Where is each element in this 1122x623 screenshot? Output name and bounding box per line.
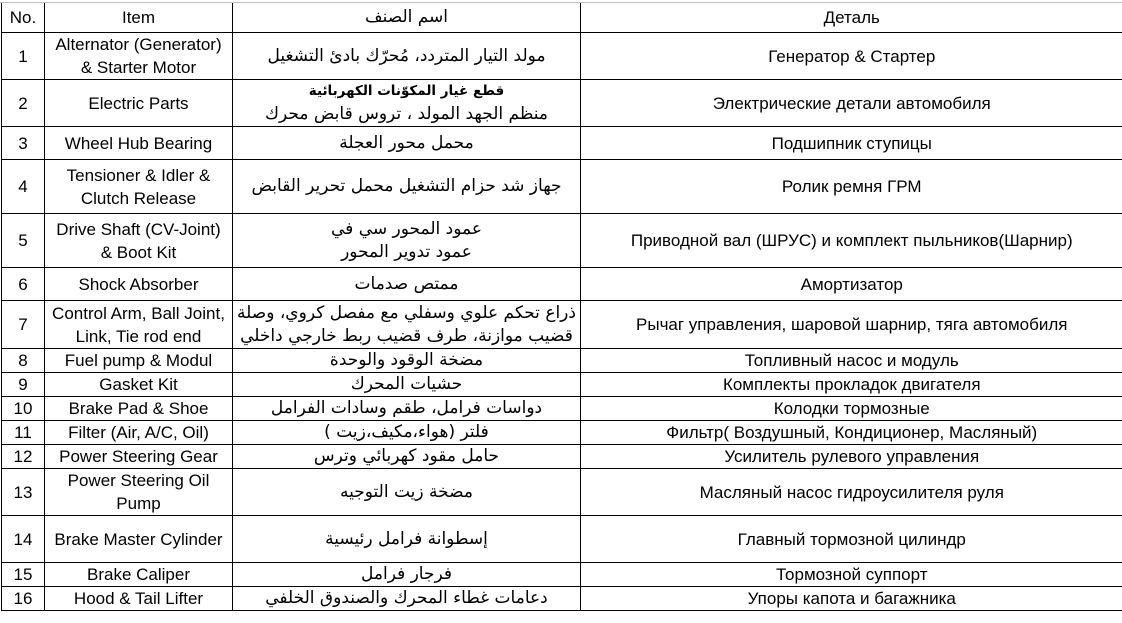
cell-item-line: Pump — [116, 494, 161, 513]
cell-arabic-line: عمود المحور سي في — [331, 218, 482, 239]
cell-item[interactable] — [45, 33, 233, 80]
cell-arabic-line: قضيب موازنة، طرف قضيب ربط خارجي داخلي — [240, 325, 573, 346]
cell-item-line: Link, Tie rod end — [75, 326, 202, 346]
cell-arabic-name[interactable] — [233, 214, 581, 268]
header-item[interactable]: Item — [45, 3, 233, 33]
table-row — [2, 397, 1122, 421]
cell-item-line: Shock Absorber — [78, 274, 199, 294]
cell-russian-detail[interactable]: Комплекты прокладок двигателя — [581, 373, 1122, 397]
cell-arabic-name[interactable] — [233, 80, 581, 127]
cell-no[interactable]: 6 — [2, 268, 45, 301]
cell-item-line: Tensioner & Idler & — [66, 165, 211, 185]
cell-item[interactable] — [45, 80, 233, 127]
cell-item-line: Filter (Air, A/C, Oil) — [68, 423, 209, 442]
cell-no[interactable]: 1 — [2, 33, 45, 80]
cell-arabic-name[interactable] — [233, 563, 581, 587]
cell-russian-detail[interactable]: Амортизатор — [581, 268, 1122, 301]
cell-item-line: Hood & Tail Lifter — [73, 589, 204, 608]
cell-item[interactable] — [45, 301, 233, 349]
cell-arabic-line: حشيات المحرك — [350, 374, 463, 394]
cell-no[interactable]: 9 — [2, 373, 45, 397]
cell-no[interactable]: 10 — [2, 397, 45, 421]
cell-no[interactable]: 11 — [2, 421, 45, 445]
table-row — [2, 421, 1122, 445]
cell-arabic-name[interactable] — [233, 33, 581, 80]
cell-no[interactable]: 7 — [2, 301, 45, 349]
cell-item-line: Wheel Hub Bearing — [64, 133, 213, 153]
cell-item[interactable] — [45, 421, 233, 445]
table-row — [2, 349, 1122, 373]
cell-item[interactable] — [45, 563, 233, 587]
cell-russian-detail[interactable]: Подшипник ступицы — [581, 127, 1122, 160]
cell-arabic-line: دعامات غطاء المحرك والصندوق الخلفي — [265, 588, 548, 608]
cell-no[interactable]: 3 — [2, 127, 45, 160]
cell-no[interactable]: 13 — [2, 469, 45, 516]
header-russian-detail[interactable]: Деталь — [581, 3, 1122, 33]
cell-russian-detail[interactable]: Тормозной суппорт — [581, 563, 1122, 587]
cell-item-line: Gasket Kit — [99, 375, 178, 394]
cell-arabic-line: منظم الجهد المولد ، تروس قابض محرك — [264, 104, 549, 124]
cell-arabic-line: مولد التيار المتردد، مُحرّك بادئ التشغيل — [267, 45, 546, 66]
cell-arabic-name[interactable] — [233, 127, 581, 160]
cell-arabic-name[interactable] — [233, 160, 581, 214]
table-row — [2, 445, 1122, 469]
table-body — [2, 33, 1122, 611]
cell-item-line: Fuel pump & Modul — [64, 351, 213, 370]
cell-arabic-line: مضخة زيت التوجيه — [340, 481, 473, 502]
cell-item[interactable] — [45, 516, 233, 563]
cell-arabic-name[interactable] — [233, 516, 581, 563]
table-row — [2, 469, 1122, 516]
table-row — [2, 160, 1122, 214]
cell-arabic-line: عمود تدوير المحور — [341, 241, 472, 262]
cell-item[interactable] — [45, 373, 233, 397]
cell-russian-detail[interactable]: Электрические детали автомобиля — [581, 80, 1122, 127]
cell-item[interactable] — [45, 268, 233, 301]
cell-item-line: Control Arm, Ball Joint, — [52, 303, 225, 323]
cell-item-line: Electric Parts — [88, 93, 189, 113]
cell-arabic-line: دواسات فرامل، طقم وسادات الفرامل — [270, 398, 543, 418]
table-row — [2, 373, 1122, 397]
table-row — [2, 563, 1122, 587]
header-row — [2, 3, 1122, 33]
cell-arabic-name[interactable] — [233, 469, 581, 516]
cell-russian-detail[interactable]: Ролик ремня ГРМ — [581, 160, 1122, 214]
table-row — [2, 80, 1122, 127]
cell-russian-detail[interactable]: Рычаг управления, шаровой шарнир, тяга автомобиля — [581, 301, 1122, 349]
table-row — [2, 33, 1122, 80]
cell-russian-detail[interactable]: Генератор & Стартер — [581, 33, 1122, 80]
parts-table — [1, 3, 1122, 611]
cell-arabic-line: ذراع تحكم علوي وسفلي مع مفصل كروي، وصلة — [237, 302, 576, 323]
cell-arabic-name[interactable] — [233, 373, 581, 397]
cell-item-line: Clutch Release — [80, 188, 197, 208]
cell-item[interactable] — [45, 469, 233, 516]
cell-no[interactable]: 16 — [2, 587, 45, 611]
cell-item-line: & Boot Kit — [100, 242, 177, 262]
cell-russian-detail[interactable]: Фильтр( Воздушный, Кондиционер, Масляный) — [581, 421, 1122, 445]
cell-arabic-name[interactable] — [233, 301, 581, 349]
cell-arabic-name[interactable] — [233, 587, 581, 611]
cell-arabic-line: حامل مقود كهربائي وترس — [313, 446, 500, 466]
cell-russian-detail[interactable]: Колодки тормозные — [581, 397, 1122, 421]
cell-no[interactable]: 4 — [2, 160, 45, 214]
cell-arabic-line: فرجار فرامل — [360, 564, 453, 584]
cell-russian-detail[interactable]: Усилитель рулевого управления — [581, 445, 1122, 469]
cell-arabic-name[interactable] — [233, 397, 581, 421]
table-row — [2, 301, 1122, 349]
cell-item-line: Drive Shaft (CV-Joint) — [56, 219, 221, 239]
cell-item[interactable] — [45, 587, 233, 611]
table-row — [2, 516, 1122, 563]
cell-item-line: Brake Caliper — [87, 565, 190, 584]
cell-item-line: & Starter Motor — [80, 58, 197, 77]
cell-item-line: Brake Pad & Shoe — [68, 399, 209, 418]
header-no[interactable]: No. — [2, 3, 45, 33]
table-row — [2, 127, 1122, 160]
cell-arabic-line: إسطوانة فرامل رئيسية — [325, 528, 488, 549]
table-row — [2, 587, 1122, 611]
cell-arabic-line: قطع غيار المكوّنات الكهربائية — [308, 83, 505, 99]
cell-russian-detail[interactable]: Упоры капота и багажника — [581, 587, 1122, 611]
cell-item[interactable] — [45, 445, 233, 469]
cell-no[interactable]: 15 — [2, 563, 45, 587]
cell-item-line: Alternator (Generator) — [55, 35, 222, 54]
cell-russian-detail[interactable]: Топливный насос и модуль — [581, 349, 1122, 373]
cell-arabic-name[interactable] — [233, 349, 581, 373]
cell-no[interactable]: 8 — [2, 349, 45, 373]
cell-item-line: Brake Master Cylinder — [54, 529, 223, 549]
cell-arabic-name[interactable] — [233, 445, 581, 469]
table-row — [2, 214, 1122, 268]
cell-item[interactable] — [45, 397, 233, 421]
header-arabic-name[interactable]: اسم الصنف — [233, 3, 581, 33]
cell-arabic-line: ممتص صدمات — [354, 273, 459, 294]
table-row — [2, 268, 1122, 301]
cell-arabic-line: مضخة الوقود والوحدة — [329, 350, 484, 370]
cell-no[interactable]: 2 — [2, 80, 45, 127]
cell-russian-detail[interactable]: Масляный насос гидроусилителя руля — [581, 469, 1122, 516]
cell-no[interactable]: 5 — [2, 214, 45, 268]
cell-arabic-line: محمل محور العجلة — [339, 132, 474, 153]
cell-item[interactable] — [45, 127, 233, 160]
cell-arabic-line: فلتر (هواء،مكيف،زيت ) — [324, 422, 489, 442]
cell-arabic-name[interactable] — [233, 268, 581, 301]
cell-russian-detail[interactable]: Главный тормозной цилиндр — [581, 516, 1122, 563]
cell-item[interactable] — [45, 160, 233, 214]
cell-russian-detail[interactable]: Приводной вал (ШРУС) и комплект пыльников(Шарнир) — [581, 214, 1122, 268]
cell-item[interactable] — [45, 349, 233, 373]
cell-item-line: Power Steering Gear — [59, 447, 218, 466]
cell-arabic-line: جهاز شد حزام التشغيل محمل تحرير القابض — [251, 176, 562, 196]
cell-item[interactable] — [45, 214, 233, 268]
cell-no[interactable]: 14 — [2, 516, 45, 563]
cell-arabic-name[interactable] — [233, 421, 581, 445]
cell-no[interactable]: 12 — [2, 445, 45, 469]
cell-item-line: Power Steering Oil — [67, 471, 210, 490]
